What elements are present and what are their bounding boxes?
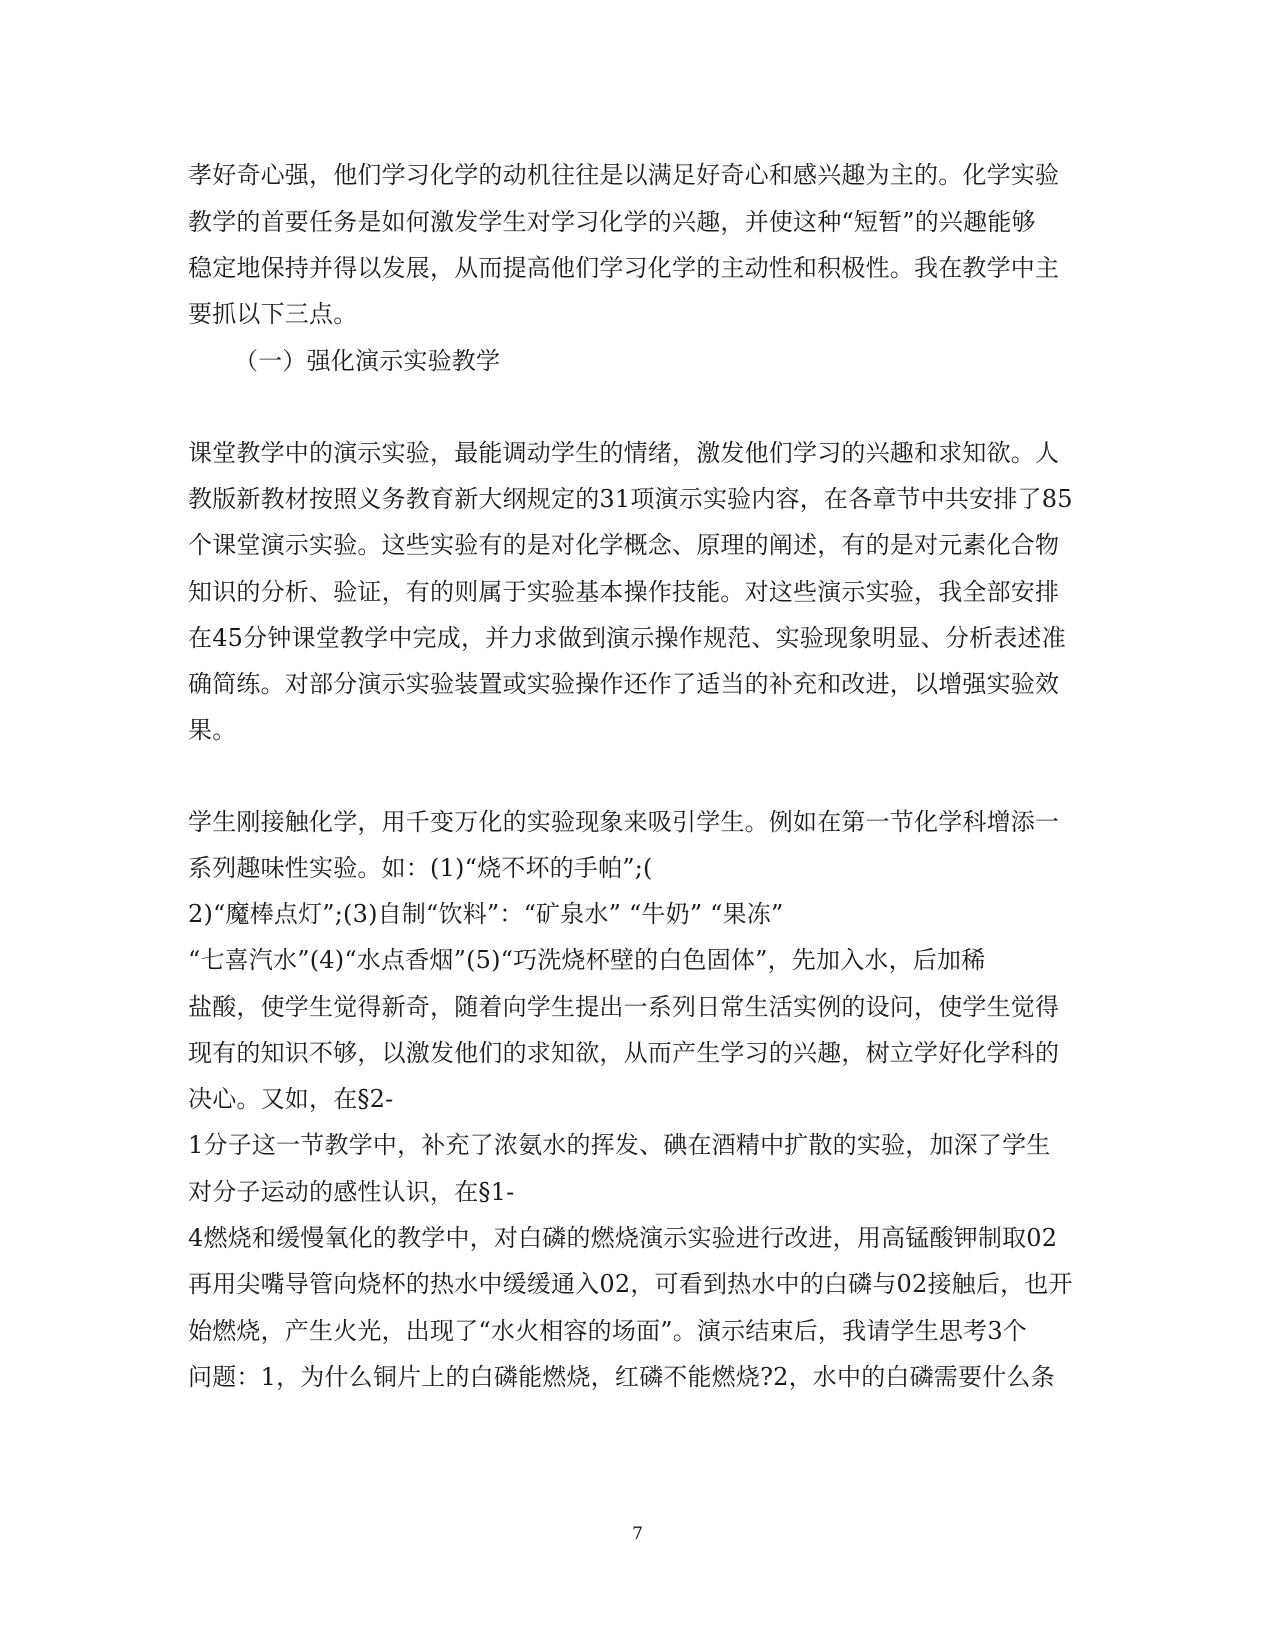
text-line: 果。 — [188, 716, 237, 744]
text-line: 系列趣味性实验。如：(1)“烧不坏的手帕”;( — [188, 854, 653, 882]
text-line: 孝好奇心强，他们学习化学的动机往往是以满足好奇心和感兴趣为主的。化学实验 — [188, 161, 1060, 189]
text-line: 确简练。对部分演示实验装置或实验操作还作了适当的补充和改进，以增强实验效 — [188, 670, 1060, 698]
text-line: 教版新教材按照义务教育新大纲规定的31项演示实验内容，在各章节中共安排了85 — [188, 485, 1073, 513]
text-line: 要抓以下三点。 — [188, 300, 358, 328]
text-line: 再用尖嘴导管向烧杯的热水中缓缓通入02，可看到热水中的白磷与02接触后，也开 — [188, 1270, 1073, 1298]
text-line: “七喜汽水”(4)“水点香烟”(5)“巧洗烧杯壁的白色固体”，先加入水，后加稀 — [188, 946, 986, 974]
text-line: 课堂教学中的演示实验，最能调动学生的情绪，激发他们学习的兴趣和求知欲。人 — [188, 439, 1060, 467]
text-line: 对分子运动的感性认识，在§1- — [188, 1178, 515, 1206]
text-line: 2)“魔棒点灯”;(3)自制“饮料”：“矿泉水” “牛奶” “果冻” — [188, 900, 784, 928]
text-line: 个课堂演示实验。这些实验有的是对化学概念、原理的阐述，有的是对元素化合物 — [188, 531, 1060, 559]
text-line: 学生刚接触化学，用千变万化的实验现象来吸引学生。例如在第一节化学科增添一 — [188, 808, 1060, 836]
text-line: 知识的分析、验证，有的则属于实验基本操作技能。对这些演示实验，我全部安排 — [188, 578, 1060, 606]
text-line: 稳定地保持并得以发展，从而提高他们学习化学的主动性和积极性。我在教学中主 — [188, 254, 1060, 282]
text-line: 现有的知识不够，以激发他们的求知欲，从而产生学习的兴趣，树立学好化学科的 — [188, 1039, 1060, 1067]
text-line: 教学的首要任务是如何激发学生对学习化学的兴趣，并使这种“短暂”的兴趣能够 — [188, 208, 1036, 236]
text-line: 问题：1，为什么铜片上的白磷能燃烧，红磷不能燃烧?2，水中的白磷需要什么条 — [188, 1363, 1055, 1391]
text-line: 1分子这一节教学中，补充了浓氨水的挥发、碘在酒精中扩散的实验，加深了学生 — [188, 1131, 1051, 1159]
text-line: 决心。又如，在§2- — [188, 1085, 394, 1113]
text-line: 在45分钟课堂教学中完成，并力求做到演示操作规范、实验现象明显、分析表述准 — [188, 624, 1066, 652]
text-line: 4燃烧和缓慢氧化的教学中，对白磷的燃烧演示实验进行改进，用高锰酸钾制取02 — [188, 1224, 1058, 1252]
text-line: 盐酸，使学生觉得新奇，随着向学生提出一系列日常生活实例的设问，使学生觉得 — [188, 993, 1060, 1021]
text-line: 始燃烧，产生火光，出现了“水火相容的场面”。演示结束后，我请学生思考3个 — [188, 1317, 1028, 1345]
page-number: 7 — [632, 1524, 643, 1544]
section-heading: （一）强化演示实验教学 — [234, 347, 501, 375]
